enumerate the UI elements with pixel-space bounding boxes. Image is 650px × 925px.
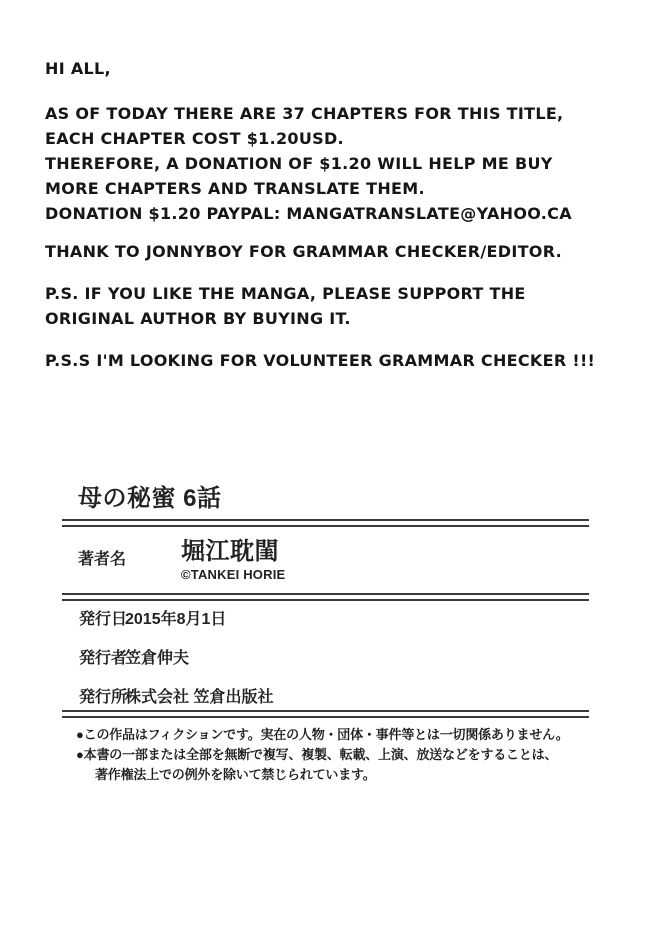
publisher-value: 笠倉伸夫	[125, 650, 190, 667]
note-thanks: THANK TO JONNYBOY FOR GRAMMAR CHECKER/EDITOR.	[45, 242, 562, 261]
publishing-house-label: 発行所	[79, 689, 128, 706]
author-value	[181, 539, 285, 582]
author-copyright: ©TANKEI HORIE	[181, 567, 286, 582]
note-ps-line-1: P.S. IF YOU LIKE THE MANGA, PLEASE SUPPORT THE	[45, 284, 526, 303]
note-line-chapters-1: AS OF TODAY THERE ARE 37 CHAPTERS FOR THIS TITLE,	[45, 104, 564, 123]
author-name: 堀江耽閨	[181, 538, 279, 565]
publication-row-publisher	[62, 649, 589, 669]
note-greeting-paragraph	[45, 56, 630, 81]
publication-date-label: 発行日	[79, 611, 128, 628]
colophon	[62, 486, 589, 785]
disclaimer-line-copyright-1: ●本書の一部または全部を無断で複写、複製、転載、上演、放送などをすることは、	[76, 747, 558, 762]
divider-top	[62, 519, 589, 527]
disclaimer-line-fiction: ●この作品はフィクションです。実在の人物・団体・事件等とは一切関係ありません。	[76, 727, 569, 742]
note-pss-paragraph	[45, 348, 630, 373]
note-line-chapters-3: THEREFORE, A DONATION OF $1.20 WILL HELP ME BUY	[45, 154, 553, 173]
note-donation-paragraph	[45, 101, 630, 226]
publication-row-date	[62, 610, 589, 630]
publication-date-value: 2015年8月1日	[125, 611, 227, 628]
note-thanks-paragraph	[45, 239, 630, 264]
publication-row-company	[62, 688, 589, 708]
disclaimer	[62, 725, 589, 785]
note-ps-paragraph	[45, 281, 630, 331]
author-row	[62, 539, 589, 582]
divider-bottom	[62, 710, 589, 718]
divider-middle	[62, 593, 589, 601]
publishing-house-value: 株式会社 笠倉出版社	[125, 689, 274, 706]
note-line-chapters-2: EACH CHAPTER COST $1.20USD.	[45, 129, 344, 148]
note-line-chapters-4: MORE CHAPTERS AND TRANSLATE THEM.	[45, 179, 425, 198]
book-title: 母の秘蜜 6話	[78, 485, 222, 512]
note-pss: P.S.S I'M LOOKING FOR VOLUNTEER GRAMMAR CHECKER !!!	[45, 351, 596, 370]
publication-info	[62, 610, 589, 708]
translator-note	[45, 56, 630, 390]
note-greeting: HI ALL,	[45, 59, 111, 78]
author-label: 著者名	[78, 551, 127, 568]
note-ps-line-2: ORIGINAL AUTHOR BY BUYING IT.	[45, 309, 351, 328]
publisher-label: 発行者	[79, 650, 128, 667]
disclaimer-line-copyright-2: 著作権法上での例外を除いて禁じられています。	[95, 767, 376, 782]
note-line-donation-email: DONATION $1.20 PAYPAL: MANGATRANSLATE@YAHOO.CA	[45, 204, 572, 223]
